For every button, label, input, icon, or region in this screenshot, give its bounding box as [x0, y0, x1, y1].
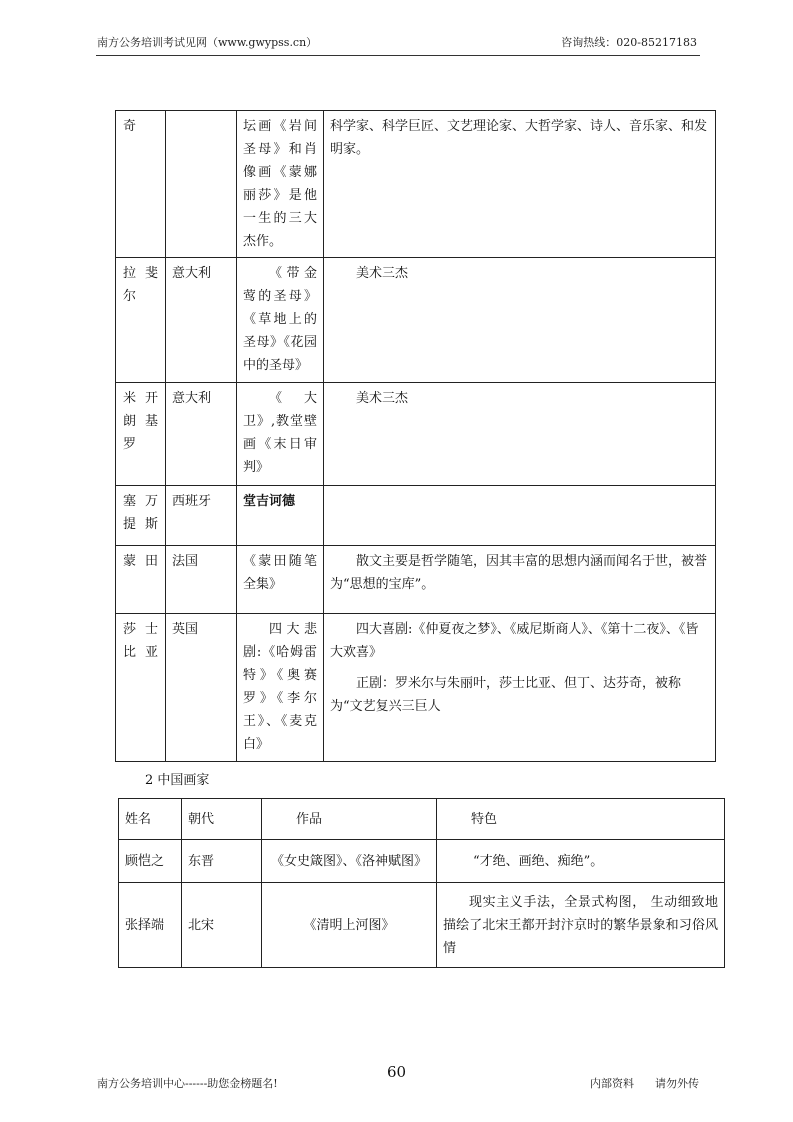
works-cell: 堂吉诃德 [237, 486, 324, 546]
note-text: 科学家、科学巨匠、文艺理论家、大哲学家、诗人、音乐家、和发明家。 [330, 119, 708, 157]
country-cell: 意大利 [166, 383, 237, 486]
notes-cell [324, 111, 716, 258]
country-cell [166, 111, 237, 258]
country-cell: 法国 [166, 546, 237, 614]
table-row [119, 840, 725, 883]
name-cell: 米开朗基罗 [116, 383, 166, 486]
country-cell: 西班牙 [166, 486, 237, 546]
name-cell: 奇 [116, 111, 166, 258]
feature-cell [437, 840, 725, 883]
notes-cell [324, 486, 716, 546]
works-cell: 坛画《岩间圣母》和肖像画《蒙娜丽莎》是他一生的三大杰作。 [237, 111, 324, 258]
name-cell: 张择端 [119, 883, 182, 968]
works-cell [237, 258, 324, 383]
header-dynasty: 朝代 [182, 799, 262, 840]
header-works-label: 作品 [296, 811, 323, 827]
feature-text: “才绝、画绝、痴绝”。 [473, 853, 604, 869]
header-feature-label: 特色 [471, 811, 498, 827]
note-text: 散文主要是哲学随笔，因其丰富的思想内涵而闻名于世，被誉为“思想的宝库”。 [330, 554, 708, 592]
page-number: 60 [386, 1063, 407, 1081]
notes-cell [324, 546, 716, 614]
name-cell: 塞万提斯 [116, 486, 166, 546]
header-works [262, 799, 437, 840]
works-text: 《带金莺的圣母》《草地上的圣母》《花园中的圣母》 [243, 266, 317, 373]
name-cell: 莎士比亚 [116, 614, 166, 762]
works-text: 《大卫》,教堂壁画《末日审判》 [243, 391, 317, 475]
footer-slogan: 南方公务培训中心------助您金榜题名! [97, 1077, 278, 1090]
note-text: 美术三杰 [356, 391, 409, 406]
footer-no-distribution: 请勿外传 [655, 1077, 699, 1090]
name-cell: 顾恺之 [119, 840, 182, 883]
notes-cell [324, 258, 716, 383]
works-cell: 《蒙田随笔全集》 [237, 546, 324, 614]
note-text: 美术三杰 [356, 266, 409, 281]
note-text: 正剧：罗米尔与朱丽叶，莎士比亚、但丁、达芬奇，被称为“文艺复兴三巨人 [330, 676, 682, 714]
section-caption: 2 中国画家 [145, 773, 210, 788]
feature-text: 现实主义手法，全景式构图， 生动细致地描绘了北宋王都开封汴京时的繁华景象和习俗风情 [443, 894, 718, 956]
footer-internal-note: 内部资料 [590, 1077, 634, 1090]
works-cell: 《女史箴图》、《洛神赋图》 [262, 840, 437, 883]
works-cell: 《清明上河图》 [262, 883, 437, 968]
dynasty-cell: 东晋 [182, 840, 262, 883]
works-text: 四大悲剧:《哈姆雷特》《奥赛罗》《李尔王》、《麦克白》 [243, 622, 317, 752]
country-cell: 英国 [166, 614, 237, 762]
table-row [116, 111, 716, 258]
table-row [116, 614, 716, 762]
dynasty-cell: 北宋 [182, 883, 262, 968]
renaissance-figures-table [115, 110, 716, 762]
works-cell [237, 383, 324, 486]
notes-cell [324, 383, 716, 486]
works-cell [237, 614, 324, 762]
header-feature [437, 799, 725, 840]
header-hotline: 咨询热线：020-85217183 [561, 36, 697, 49]
name-cell: 拉斐尔 [116, 258, 166, 383]
table-header-row [119, 799, 725, 840]
header-divider [96, 55, 700, 56]
chinese-painters-table [118, 798, 725, 968]
table-row [116, 383, 716, 486]
table-row [116, 486, 716, 546]
table-row [116, 546, 716, 614]
table-row [116, 258, 716, 383]
header-site-name: 南方公务培训考试见网（www.gwypss.cn） [97, 36, 318, 49]
country-cell: 意大利 [166, 258, 237, 383]
note-text: 四大喜剧:《仲夏夜之梦》、《威尼斯商人》、《第十二夜》、《皆大欢喜》 [330, 622, 699, 660]
notes-cell [324, 614, 716, 762]
feature-cell [437, 883, 725, 968]
name-cell: 蒙田 [116, 546, 166, 614]
header-name: 姓名 [119, 799, 182, 840]
table-row [119, 883, 725, 968]
